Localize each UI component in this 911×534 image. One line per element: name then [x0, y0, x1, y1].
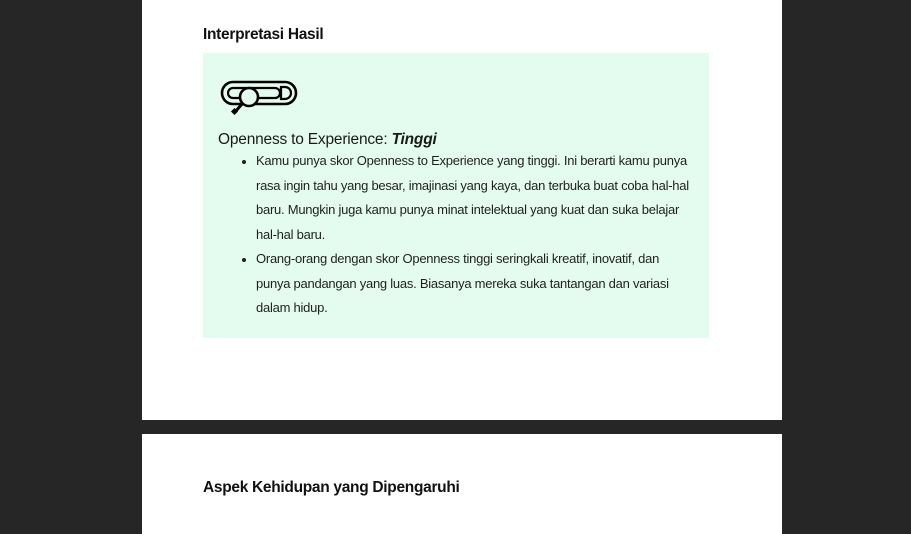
- trait-label: Openness to Experience:: [218, 131, 388, 148]
- result-box: [203, 53, 709, 338]
- interpretation-list: [218, 149, 693, 321]
- document-page-1: [142, 0, 782, 420]
- trait-result: [218, 131, 437, 149]
- list-item: • Orang-orang dengan skor Openness tinggi seringkali kreatif, inovatif, dan punya pandangan yang luas. Biasanya mereka suka tantangan dan variasi dalam hidup.: [256, 247, 693, 321]
- search-lens-key-icon: [219, 78, 299, 116]
- document-page-2: [142, 434, 782, 534]
- section-title-life-aspects: Aspek Kehidupan yang Dipengaruhi: [203, 479, 460, 496]
- section-title-interpretation: Interpretasi Hasil: [203, 26, 324, 43]
- list-item: • Kamu punya skor Openness to Experience yang tinggi. Ini berarti kamu punya rasa ingin tahu yang besar, imajinasi yang kaya, dan terbuka buat coba hal-hal baru. Mungkin juga kamu punya minat intelektual yang kuat dan suka belajar hal-hal baru.: [256, 149, 693, 247]
- trait-level: Tinggi: [391, 131, 437, 148]
